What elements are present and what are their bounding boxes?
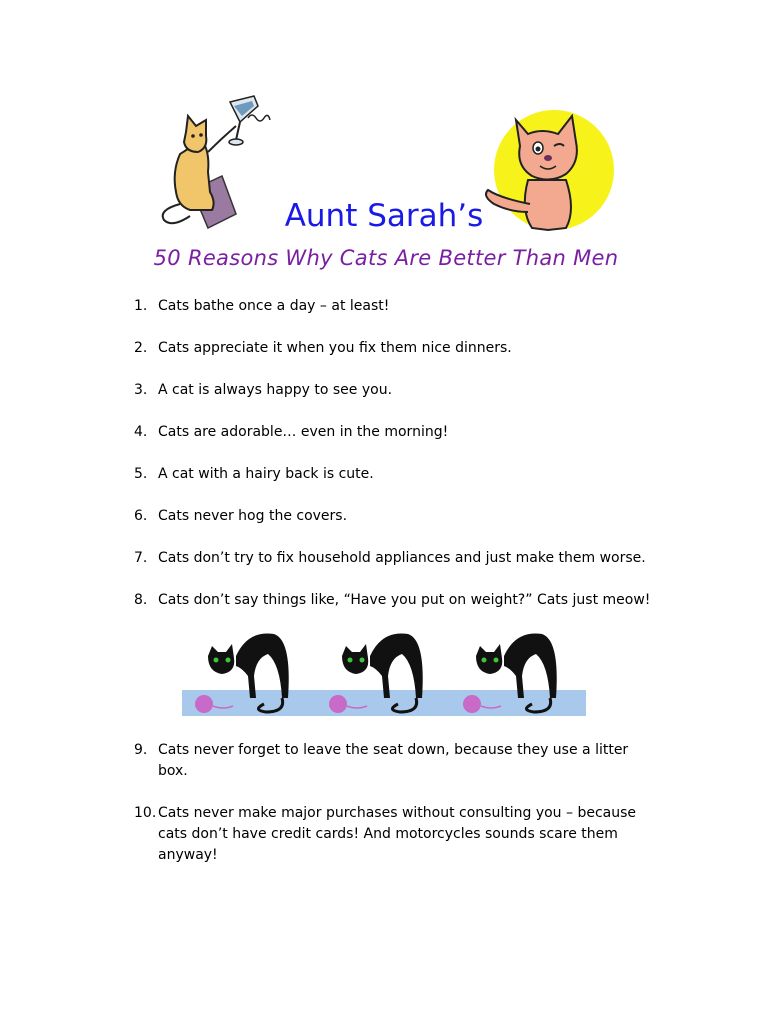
reasons-list-part-2 <box>134 740 654 887</box>
list-item <box>134 380 654 422</box>
list-item <box>134 506 654 548</box>
item-text: Cats never forget to leave the seat down, because they use a litter box. <box>158 742 629 779</box>
item-number: 8. <box>134 592 148 608</box>
list-item <box>134 422 654 464</box>
page-subtitle: 50 Reasons Why Cats Are Better Than Men <box>153 246 619 270</box>
list-item <box>134 548 654 590</box>
black-cats-yarn-band-clipart <box>182 628 586 720</box>
list-item <box>134 464 654 506</box>
item-number: 7. <box>134 550 148 566</box>
list-item <box>134 296 654 338</box>
item-number: 5. <box>134 466 148 482</box>
page-title: Aunt Sarah’s <box>284 198 484 234</box>
item-text: Cats never make major purchases without consulting you – because cats don’t have credit cards! And motorcycles sounds scare them anyway! <box>158 805 636 863</box>
list-item <box>134 338 654 380</box>
item-number: 3. <box>134 382 148 398</box>
item-number: 2. <box>134 340 148 356</box>
item-text: A cat with a hairy back is cute. <box>158 466 374 482</box>
reasons-list-part-1 <box>134 296 654 632</box>
item-text: Cats appreciate it when you fix them nice dinners. <box>158 340 512 356</box>
item-number: 6. <box>134 508 148 524</box>
list-item <box>134 740 654 782</box>
item-number: 4. <box>134 424 148 440</box>
list-item <box>134 803 654 866</box>
list-item <box>134 590 654 632</box>
item-text: Cats are adorable… even in the morning! <box>158 424 449 440</box>
item-text: Cats don’t try to fix household appliances and just make them worse. <box>158 550 646 566</box>
item-number: 1. <box>134 298 148 314</box>
item-text: Cats don’t say things like, “Have you put on weight?” Cats just meow! <box>158 592 651 608</box>
item-text: Cats bathe once a day – at least! <box>158 298 390 314</box>
item-text: Cats never hog the covers. <box>158 508 348 524</box>
item-text: A cat is always happy to see you. <box>158 382 393 398</box>
item-number: 9. <box>134 742 148 758</box>
item-number: 10. <box>134 805 157 821</box>
